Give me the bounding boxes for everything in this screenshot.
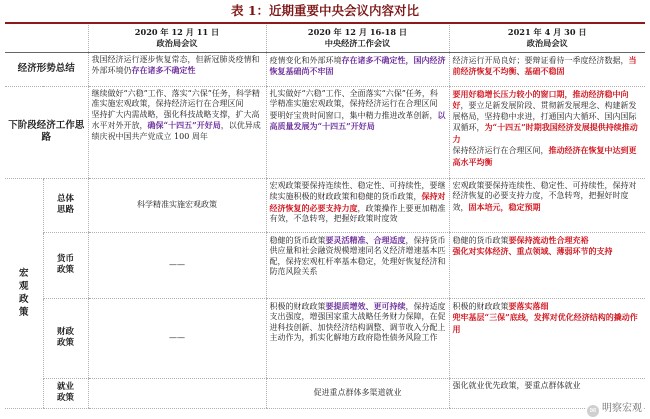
cell-text-segment: 推动经济在恢复中达到更高水平均衡 (452, 145, 637, 168)
cell-text-segment: ，以优异成绩庆祝中国共产党成立 100 周年 (91, 121, 261, 141)
watermark-text: 明察宏观 (602, 403, 642, 414)
cell-fiscal-col3 (449, 298, 645, 378)
cell-text-segment: 要提质增效、更可持续 (325, 300, 406, 311)
cell-overall-col2 (266, 178, 449, 232)
cell-employment-col2 (266, 378, 449, 408)
cell-text-segment: 强化对实体经济、重点领域、薄弱环节的支持 (452, 246, 613, 257)
wechat-icon: ✉ (587, 405, 599, 417)
cell-economy-col2 (266, 52, 449, 86)
header-col3-date: 2021 年 4 月 30 日 (507, 27, 587, 38)
cell-text-segment: 兜牢基层“三保”底线，发挥对优化经济结构的撬动作用 (452, 312, 638, 334)
cell-fiscal-col2 (266, 298, 449, 378)
row-economy (5, 52, 645, 86)
cell-overall-col1 (88, 178, 266, 232)
cell-text-segment: ，要立足新发展阶段、贯彻新发展理念、构建新发展格局，坚持稳中求进，打通国内大循环、国内国际双循环， (452, 101, 637, 133)
cell-text-segment: ，保持货币供应量和社会融资规模增速同名义经济增速基本匹配，保持宏观杠杆率基本稳定，处理好恢复经济和防范风险关系 (269, 235, 446, 277)
cell-text-segment: 科学精准实施宏观政策 (137, 199, 217, 209)
cell-text-segment: 为“十四五”时期我国经济发展提供持续推动力 (452, 122, 638, 144)
row-label-macro (5, 178, 43, 408)
cell-text-segment: 强化就业优先政策，要重点群体就业 (452, 380, 581, 390)
cell-monetary-col2 (266, 232, 449, 298)
cell-economy-col3 (449, 52, 645, 86)
header-col3-meeting: 政治局会议 (526, 38, 568, 49)
cell-nextstage-col2 (266, 86, 449, 178)
cell-text-segment: ，保持适度支出强度，增强国家重大战略任务财力保障，在促进科技创新、加快经济结构调整、调节收入分配上主动作为，抓实化解地方政府隐性债务风险工作 (269, 301, 446, 343)
row-label-economy: 经济形势总结 (5, 52, 88, 86)
sub-label-fiscal (43, 298, 88, 378)
cell-text-segment: 要用好稳增长压力较小的窗口期，推动经济稳中向好 (452, 88, 629, 111)
cell-text-segment: 促进重点群体多渠道就业 (313, 387, 402, 397)
cell-employment-col1 (88, 378, 266, 408)
sub-label-monetary (43, 232, 88, 298)
macro-label-text: 宏观政策 (18, 268, 29, 318)
row-monetary (5, 232, 645, 298)
sub-label-employment (43, 378, 88, 408)
cell-nextstage-col3 (449, 86, 645, 178)
header-col1 (88, 25, 266, 52)
cell-text-segment: 宏观政策要保持连续性、稳定性、可持续性，要继续实施积极的财政政策和稳健的货币政策， (269, 180, 446, 202)
employment-label-text: 就业政策 (56, 382, 74, 403)
cell-monetary-col1 (88, 232, 266, 298)
cell-monetary-col3 (449, 232, 645, 298)
cell-text-segment: 当前经济恢复不均衡、基础不稳固 (452, 54, 637, 77)
header-corner (5, 25, 88, 52)
cell-text-segment: 积极的财政政策 (269, 301, 326, 311)
watermark (585, 399, 644, 417)
cell-text-segment: 扎实做好“六稳”工作、全面落实“六保”任务，科学精准实施宏观政策，保持经济运行在合理区间 (269, 88, 438, 109)
top-rule (5, 22, 645, 24)
header-col3 (449, 25, 645, 52)
comparison-table (5, 25, 645, 409)
cell-text-segment: 经济运行开局良好；要辩证看待一季度经济数据， (452, 55, 629, 65)
table-title: 表 1：近期重要中央会议内容对比 (230, 3, 420, 18)
cell-text-segment: 稳健的货币政策 (452, 235, 509, 245)
cell-text-segment: —— (169, 259, 185, 269)
cell-economy-col1 (88, 52, 266, 86)
cell-text-segment: 要灵活精准、合理适度 (325, 234, 406, 245)
cell-text-segment: 存在诸多不确定性，国内经济恢复基础尚不牢固 (269, 54, 446, 77)
header-row (5, 25, 645, 52)
header-col2-meeting: 中央经济工作会议 (324, 38, 391, 49)
cell-text-segment: 存在诸多不确定性 (131, 65, 196, 76)
row-label-nextstage: 下阶段经济工作思路 (5, 86, 88, 178)
cell-text-segment: 要明好宝贵时间窗口，集中精力推进改革创新， (269, 110, 438, 120)
header-col2 (266, 25, 449, 52)
cell-text-segment: 稳健的货币政策 (269, 235, 326, 245)
cell-overall-col3 (449, 178, 645, 232)
cell-text-segment: 我国经济运行逐步恢复常态，但新冠肺炎疫情和外部环境仍 (91, 54, 260, 76)
cell-text-segment: 坚持扩大内需战略，强化科技战略支撑，扩大高水平对外开放， (91, 109, 260, 131)
row-nextstage (5, 86, 645, 178)
cell-text-segment: 积极的财政政策 (452, 301, 509, 311)
cell-text-segment: 固本培元，稳定预期 (468, 201, 541, 212)
cell-text-segment: —— (169, 332, 185, 342)
header-col2-date: 2020 年 12 月 16-18 日 (307, 27, 408, 38)
row-employment (5, 378, 645, 408)
fiscal-label-text: 财政政策 (56, 327, 74, 348)
sub-label-overall (43, 178, 88, 232)
cell-text-segment: 继续做好“六稳”工作、落实“六保”任务，科学精准实施宏观政策，保持经济运行在合理区间 (91, 88, 260, 109)
row-fiscal (5, 298, 645, 378)
cell-nextstage-col1 (88, 86, 266, 178)
cell-text-segment: 要保持流动性合理充裕 (508, 234, 589, 245)
cell-text-segment: 保持对经济恢复的必要支持力度 (269, 191, 446, 213)
row-macro-overall (5, 178, 645, 232)
cell-text-segment: ，政策操作上要更加精准有效，不急转弯，把握好政策时度效 (269, 203, 446, 224)
cell-text-segment: 以高质量发展为“十四五”开好局 (269, 109, 446, 132)
overall-label-text: 总体思路 (56, 194, 74, 215)
cell-text-segment: 宏观政策要保持连续性、稳定性、可持续性，保持对经济恢复的必要支持力度，不急转弯，把握好时度效， (452, 180, 637, 212)
cell-text-segment: 要落实落细 (508, 300, 549, 311)
header-col1-meeting: 政治局会议 (156, 38, 198, 49)
header-col1-date: 2020 年 12 月 11 日 (134, 27, 220, 38)
cell-text-segment: 确保“十四五”开好局 (147, 120, 221, 131)
cell-text-segment: 保持经济运行在合理区间， (452, 146, 549, 156)
monetary-label-text: 货币政策 (56, 254, 74, 275)
cell-text-segment: 疫情变化和外部环境 (269, 55, 342, 65)
cell-fiscal-col1 (88, 298, 266, 378)
